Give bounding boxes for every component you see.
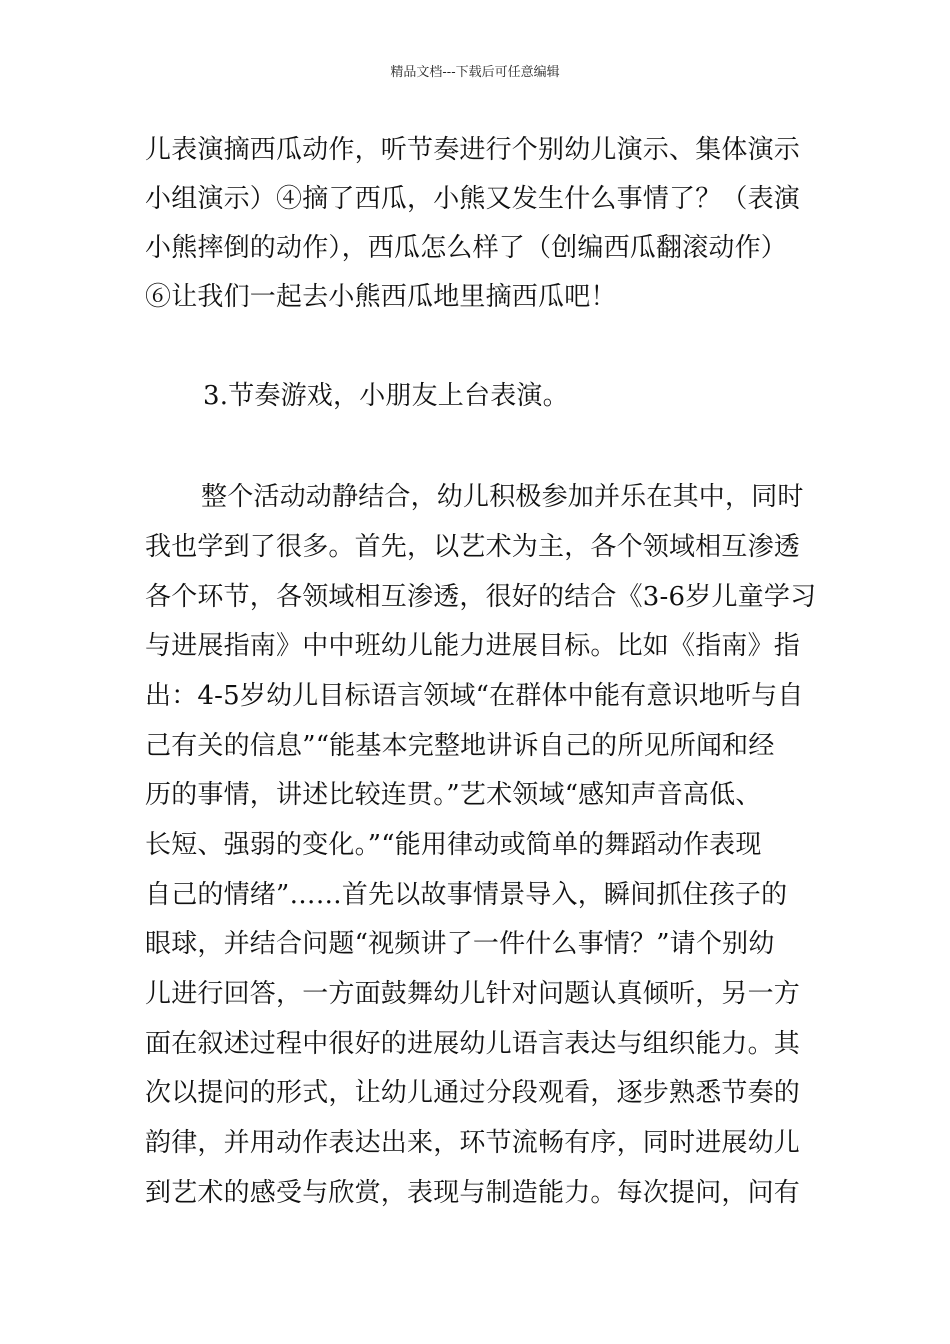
text-line: 面在叙述过程中很好的进展幼儿语言表达与组织能力。其 (145, 1029, 801, 1059)
text-line: 小熊摔倒的动作），西瓜怎么样了（创编西瓜翻滚动作） (145, 233, 788, 263)
text-line: 自己的情绪”……首先以故事情景导入，瞬间抓住孩子的 (145, 880, 788, 910)
text-line: ⑥让我们一起去小熊西瓜地里摘西瓜吧！ (145, 282, 617, 312)
section-heading: 3.节奏游戏，小朋友上台表演。 (203, 381, 569, 411)
text-line: 韵律，并用动作表达出来，环节流畅有序，同时进展幼儿 (145, 1128, 801, 1158)
text-line: 出：4-5岁幼儿目标语言领域“在群体中能有意识地听与自 (145, 681, 804, 711)
text-line: 到艺术的感受与欣赏，表现与制造能力。每次提问，问有 (145, 1178, 801, 1208)
text-line: 儿表演摘西瓜动作，听节奏进行个别幼儿演示、集体演示 (145, 135, 801, 165)
text-line: 次以提问的形式，让幼儿通过分段观看，逐步熟悉节奏的 (145, 1078, 801, 1108)
text-line: 长短、强弱的变化。”“能用律动或简单的舞蹈动作表现 (145, 830, 762, 860)
text-line: 整个活动动静结合，幼儿积极参加并乐在其中，同时 (201, 482, 804, 512)
text-line: 眼球，并结合问题“视频讲了一件什么事情？”请个别幼 (145, 929, 775, 959)
page-header: 精品文档---下载后可任意编辑 (390, 65, 560, 80)
text-line: 小组演示）④摘了西瓜，小熊又发生什么事情了？（表演 (145, 184, 801, 214)
text-line: 我也学到了很多。首先，以艺术为主，各个领域相互渗透 (145, 532, 801, 562)
text-line: 历的事情，讲述比较连贯。”艺术领域“感知声音高低、 (145, 780, 762, 810)
text-line: 各个环节，各领域相互渗透，很好的结合《3-6岁儿童学习 (145, 582, 817, 612)
text-line: 与进展指南》中中班幼儿能力进展目标。比如《指南》指 (145, 631, 801, 661)
text-line: 儿进行回答，一方面鼓舞幼儿针对问题认真倾听，另一方 (145, 979, 801, 1009)
text-line: 己有关的信息”“能基本完整地讲诉自己的所见所闻和经 (145, 731, 775, 761)
